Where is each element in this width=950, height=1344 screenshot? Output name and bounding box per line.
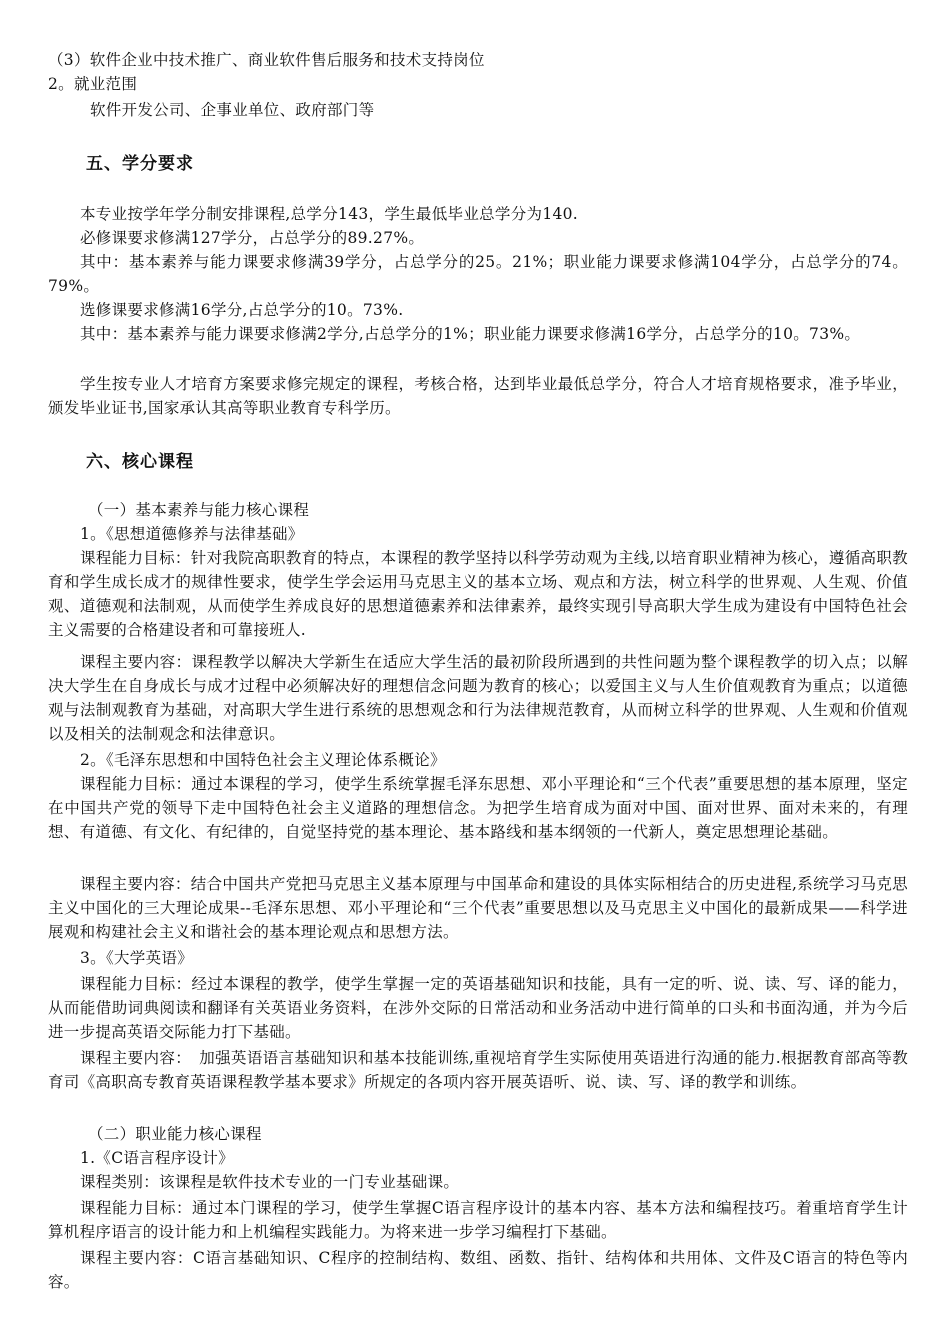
course-4-title: 1.《C语言程序设计》 xyxy=(80,1149,234,1167)
course-1-title: 1。《思想道德修养与法律基础》 xyxy=(80,525,304,543)
course-3-title: 3。《大学英语》 xyxy=(80,949,194,967)
credits-total-paragraph: 本专业按学年学分制安排课程,总学分143，学生最低毕业总学分为140. xyxy=(80,205,579,223)
course-4-goal: 课程能力目标：通过本门课程的学习，使学生掌握C语言程序设计的基本内容、基本方法和编程技巧。着重培育学生计算机程序语言的设计能力和上机编程实践能力。为将来进一步学习编程打下基础。 xyxy=(48,1199,908,1241)
employment-scope-heading: 2。就业范围 xyxy=(48,75,138,93)
course-4-content: 课程主要内容：C语言基础知识、C程序的控制结构、数组、函数、指针、结构体和共用体、文件及C语言的特色等内容。 xyxy=(48,1249,908,1291)
credits-graduation-paragraph: 学生按专业人才培育方案要求修完规定的课程，考核合格，达到毕业最低总学分，符合人才培育规格要求，准予毕业，颁发毕业证书,国家承认其高等职业教育专科学历。 xyxy=(48,375,908,417)
credits-required-paragraph: 必修课要求修满127学分，占总学分的89.27%。 xyxy=(80,229,425,247)
course-1-goal: 课程能力目标：针对我院高职教育的特点，本课程的教学坚持以科学劳动观为主线,以培育职业精神为核心，遵循高职教育和学生成长成才的规律性要求，使学生学会运用马克思主义的基本立场、观点和方法，树立科学的世界观、人生观、价值观、道德观和法制观，从而使学生养成良好的思想道德素养和法律素养，最终实现引导高职大学生成为建设有中国特色社会主义需要的合格建设者和可靠接班人. xyxy=(48,549,908,639)
credits-elective-paragraph: 选修课要求修满16学分,占总学分的10。73%. xyxy=(80,301,404,319)
course-1-content: 课程主要内容：课程教学以解决大学新生在适应大学生活的最初阶段所遇到的共性问题为整个课程教学的切入点；以解决大学生在自身成长与成才过程中必须解决好的理想信念问题为教育的核心；以爱国主义与人生价值观教育为重点；以道德观与法制观教育为基础，对高职大学生进行系统的思想观念和行为法律规范教育，从而树立科学的世界观、人生观和价值观以及相关的法制观念和法律意识。 xyxy=(48,653,908,743)
core-subheading-basic: （一）基本素养与能力核心课程 xyxy=(88,501,310,519)
course-4-type: 课程类别：该课程是软件技术专业的一门专业基础课。 xyxy=(80,1173,460,1191)
credits-required-breakdown: 其中：基本素养与能力课要求修满39学分，占总学分的25。21%；职业能力课要求修满104学分，占总学分的74。79%。 xyxy=(48,253,908,295)
core-subheading-professional: （二）职业能力核心课程 xyxy=(88,1125,262,1143)
employment-item-3: （3）软件企业中技术推广、商业软件售后服务和技术支持岗位 xyxy=(48,51,485,69)
course-2-title: 2。《毛泽东思想和中国特色社会主义理论体系概论》 xyxy=(80,751,446,769)
course-3-content: 课程主要内容： 加强英语语言基础知识和基本技能训练,重视培育学生实际使用英语进行沟通的能力.根据教育部高等教育司《高职高专教育英语课程教学基本要求》所规定的各项内容开展英语听、说、读、写、译的教学和训练。 xyxy=(48,1049,908,1091)
employment-scope-text: 软件开发公司、企事业单位、政府部门等 xyxy=(90,101,375,119)
course-2-content: 课程主要内容：结合中国共产党把马克思主义基本原理与中国革命和建设的具体实际相结合的历史进程,系统学习马克思主义中国化的三大理论成果--毛泽东思想、邓小平理论和“三个代表”重要思想以及马克思主义中国化的最新成果——科学进展观和构建社会主义和谐社会的基本理论观点和思想方法。 xyxy=(48,875,908,941)
course-2-goal: 课程能力目标：通过本课程的学习，使学生系统掌握毛泽东思想、邓小平理论和“三个代表”重要思想的基本原理，坚定在中国共产党的领导下走中国特色社会主义道路的理想信念。为把学生培育成为面对中国、面对世界、面对未来的，有理想、有道德、有文化、有纪律的，自觉坚持党的基本理论、基本路线和基本纲领的一代新人，奠定思想理论基础。 xyxy=(48,775,908,841)
section-heading-credits: 五、学分要求 xyxy=(86,154,194,174)
course-3-goal: 课程能力目标：经过本课程的教学，使学生掌握一定的英语基础知识和技能，具有一定的听、说、读、写、译的能力，从而能借助词典阅读和翻译有关英语业务资料，在涉外交际的日常活动和业务活动中进行简单的口头和书面沟通，并为今后进一步提高英语交际能力打下基础。 xyxy=(48,975,908,1041)
credits-elective-breakdown: 其中：基本素养与能力课要求修满2学分,占总学分的1%；职业能力课要求修满16学分，占总学分的10。73%。 xyxy=(80,325,861,343)
section-heading-core-courses: 六、核心课程 xyxy=(86,452,194,472)
